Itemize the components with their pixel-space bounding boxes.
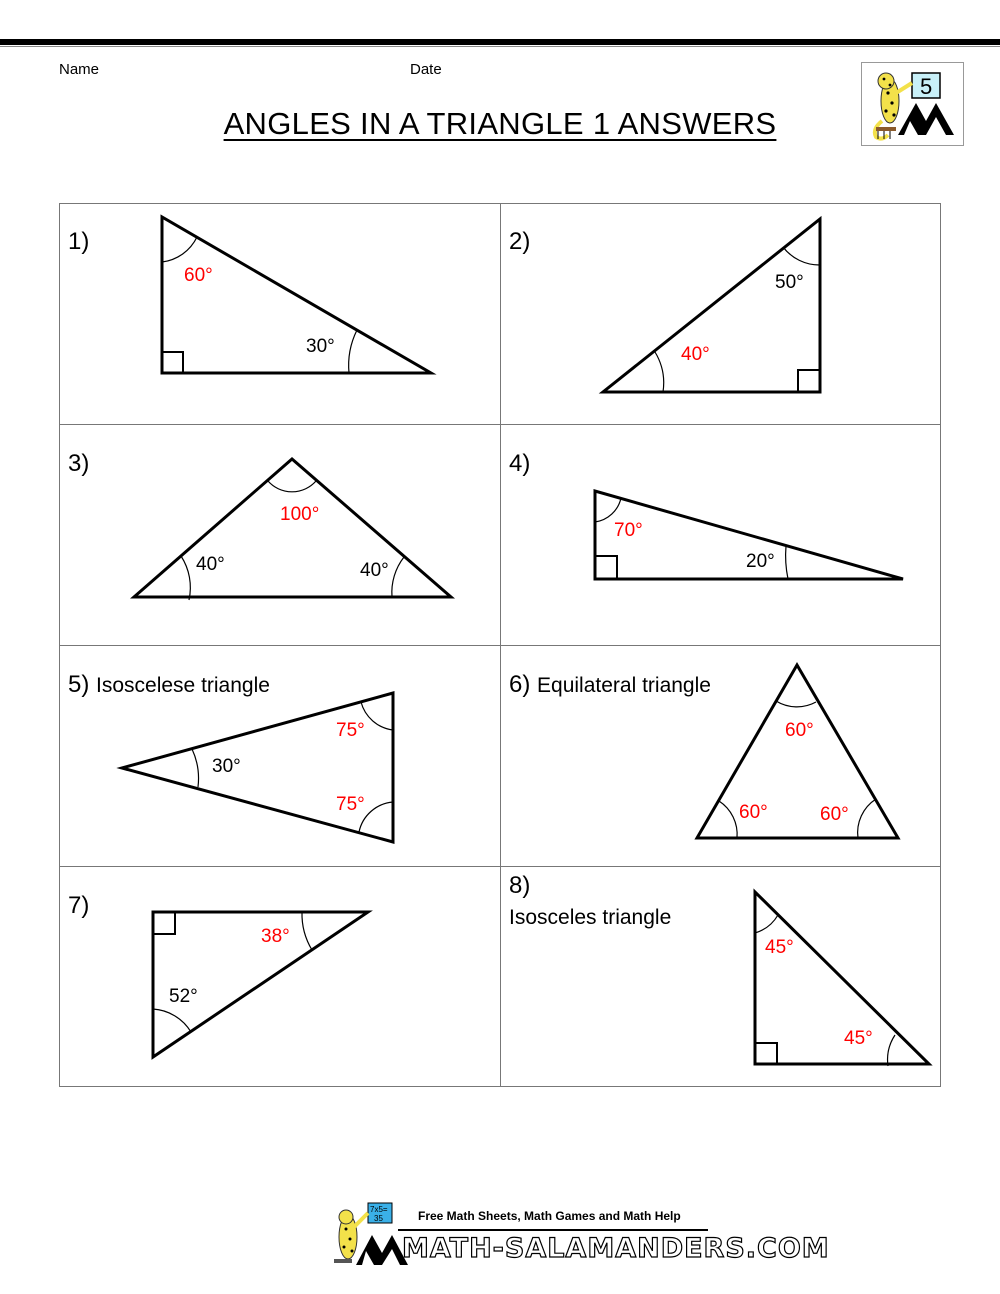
triangle-5 — [122, 693, 393, 842]
angle-label-5a: 75° — [336, 720, 365, 741]
triangle-3 — [134, 459, 451, 597]
angle-arc-8b — [888, 1035, 895, 1066]
angle-label-7a: 38° — [261, 926, 290, 947]
angle-arc-7a — [302, 912, 312, 950]
angle-arc-2b — [655, 352, 664, 392]
angle-label-4a: 70° — [614, 520, 643, 541]
angle-label-6b: 60° — [739, 802, 768, 823]
angle-arc-8a — [755, 915, 778, 933]
angle-arc-2a — [783, 247, 820, 265]
right-angle-marker-1 — [162, 352, 183, 373]
angle-arc-3b — [181, 556, 190, 600]
question-5-number: 5) — [68, 671, 90, 698]
question-8-subtitle: Isosceles triangle — [509, 906, 672, 929]
angle-label-8b: 45° — [844, 1028, 873, 1049]
question-6-subtitle: Equilateral triangle — [537, 674, 711, 697]
right-angle-marker-8 — [755, 1043, 777, 1064]
angle-arc-3a — [268, 481, 316, 492]
angle-label-7b: 52° — [169, 986, 198, 1007]
footer-badge-line2: 35 — [374, 1214, 383, 1223]
footer-site-name[interactable]: MATH-SALAMANDERS.COM — [402, 1233, 830, 1264]
angle-label-3c: 40° — [360, 560, 389, 581]
angle-arc-5b — [361, 702, 393, 730]
question-3-number: 3) — [68, 450, 90, 477]
triangle-1 — [162, 217, 431, 373]
angle-label-5b: 30° — [212, 756, 241, 777]
angle-label-6a: 60° — [785, 720, 814, 741]
angle-arc-1a — [162, 237, 197, 262]
page-title-text: ANGLES IN A TRIANGLE 1 ANSWERS — [223, 106, 777, 141]
angle-arc-4a — [595, 498, 621, 522]
angle-arc-6c — [858, 799, 876, 838]
angle-label-8a: 45° — [765, 937, 794, 958]
triangle-8 — [755, 892, 929, 1064]
angle-label-3b: 40° — [196, 554, 225, 575]
logo-grade: 5 — [920, 74, 933, 99]
right-angle-marker-4 — [595, 556, 617, 579]
angle-arc-7b — [153, 1009, 191, 1032]
angle-arc-6a — [776, 701, 816, 707]
angle-arc-5a — [192, 749, 199, 787]
angle-arc-3c — [392, 557, 404, 597]
question-2-number: 2) — [509, 228, 531, 255]
right-angle-marker-7 — [153, 912, 175, 934]
footer-brand — [320, 1195, 830, 1270]
question-7-number: 7) — [68, 892, 90, 919]
triangle-2 — [603, 219, 820, 392]
angle-label-4b: 20° — [746, 551, 775, 572]
angle-label-1a: 60° — [184, 265, 213, 286]
angle-arc-1b — [349, 330, 357, 373]
footer-tagline: Free Math Sheets, Math Games and Math Help — [418, 1209, 681, 1223]
question-4-number: 4) — [509, 450, 531, 477]
triangle-6 — [697, 665, 898, 838]
angle-label-5c: 75° — [336, 794, 365, 815]
angle-label-6c: 60° — [820, 804, 849, 825]
angle-label-2b: 40° — [681, 344, 710, 365]
question-6-number: 6) — [509, 671, 531, 698]
angle-arc-4b — [786, 546, 788, 579]
angle-label-3a: 100° — [280, 504, 320, 525]
question-5-subtitle: Isoscelese triangle — [96, 674, 270, 697]
date-label: Date — [410, 61, 442, 78]
question-1-number: 1) — [68, 228, 90, 255]
angle-label-2a: 50° — [775, 272, 804, 293]
right-angle-marker-2 — [798, 370, 820, 392]
angle-arc-6b — [719, 801, 737, 838]
salamander-footer-logo-icon — [320, 1195, 410, 1270]
question-8-number: 8) — [509, 872, 531, 899]
angle-label-1b: 30° — [306, 336, 335, 357]
footer-rule — [398, 1229, 708, 1231]
name-label: Name — [59, 61, 100, 78]
footer-badge-line1: 7x5= — [370, 1205, 388, 1214]
